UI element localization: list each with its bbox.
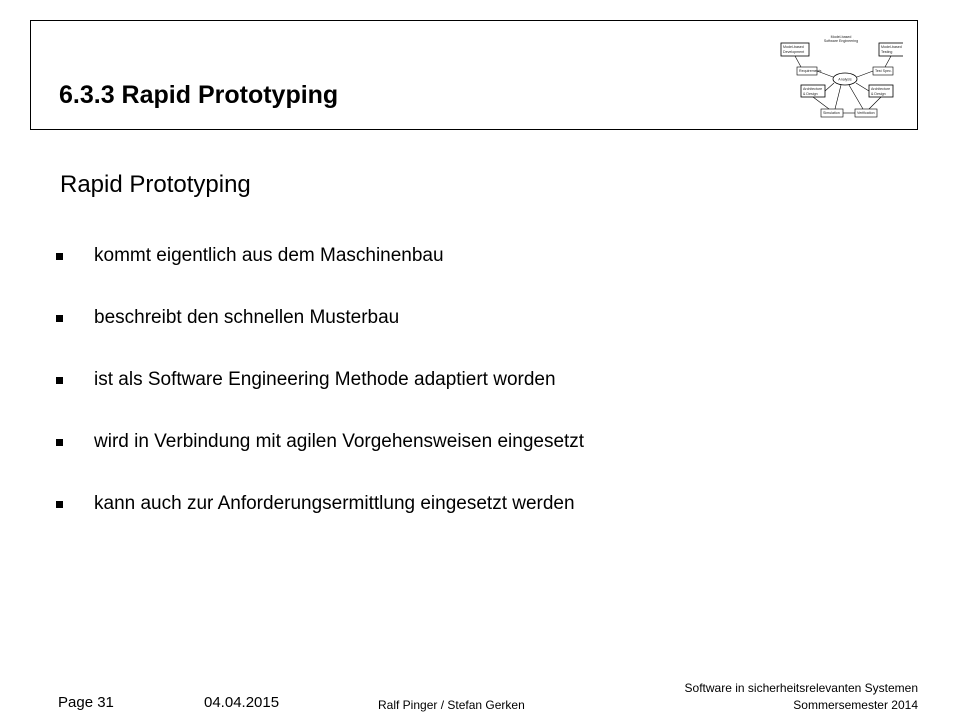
square-bullet-icon <box>56 501 63 508</box>
bullet-text: kann auch zur Anforderungsermittlung eingesetzt werden <box>94 493 575 514</box>
diagram-box-testing-label-1: Model-based <box>881 45 902 49</box>
square-bullet-icon <box>56 377 63 384</box>
diagram-box-design-left-label-1: Architecture <box>803 87 823 91</box>
content-subtitle: Rapid Prototyping <box>60 171 251 198</box>
diagram-box-design-right-label-1: Architecture <box>871 87 891 91</box>
diagram-caption-1: Model-based <box>830 35 852 39</box>
bullet-text: wird in Verbindung mit agilen Vorgehensweisen eingesetzt <box>94 431 585 452</box>
diagram-box-design-left-label-2: & Design <box>803 92 818 96</box>
bullet-text: beschreibt den schnellen Musterbau <box>94 307 400 328</box>
square-bullet-icon <box>56 253 63 260</box>
square-bullet-icon <box>56 439 63 446</box>
diagram-caption-2: Software Engineering <box>823 39 859 43</box>
square-bullet-icon <box>56 315 63 322</box>
diagram-box-design-right-label-2: & Design <box>871 92 886 96</box>
title-box <box>30 20 918 130</box>
footer-page-number: Page 31 <box>58 694 114 711</box>
footer-course-title: Software in sicherheitsrelevanten Systemen <box>684 681 918 695</box>
footer-semester: Sommersemester 2014 <box>793 698 918 712</box>
diagram-box-requirements-label: Requirements <box>799 69 822 73</box>
footer-course-info <box>685 680 918 714</box>
diagram-box-simulation-label: Simulation <box>823 111 840 115</box>
footer-authors: Ralf Pinger / Stefan Gerken <box>378 698 525 712</box>
diagram-box-verification-label: Verification <box>857 111 875 115</box>
footer-date: 04.04.2015 <box>204 694 280 711</box>
diagram-box-testing-label-2: Testing <box>881 50 893 54</box>
diagram-center-label: Analysis <box>838 77 852 82</box>
overview-diagram-thumbnail <box>779 33 903 125</box>
slide-title: 6.3.3 Rapid Prototyping <box>59 81 339 109</box>
diagram-box-development-label-1: Model-based <box>783 45 804 49</box>
diagram-box-test-spec-label: Test Spec. <box>875 69 892 73</box>
overview-diagram <box>779 33 903 125</box>
bullet-text: kommt eigentlich aus dem Maschinenbau <box>94 245 444 266</box>
diagram-box-development-label-2: Development <box>783 50 805 54</box>
bullet-text: ist als Software Engineering Methode adaptiert worden <box>94 369 556 390</box>
